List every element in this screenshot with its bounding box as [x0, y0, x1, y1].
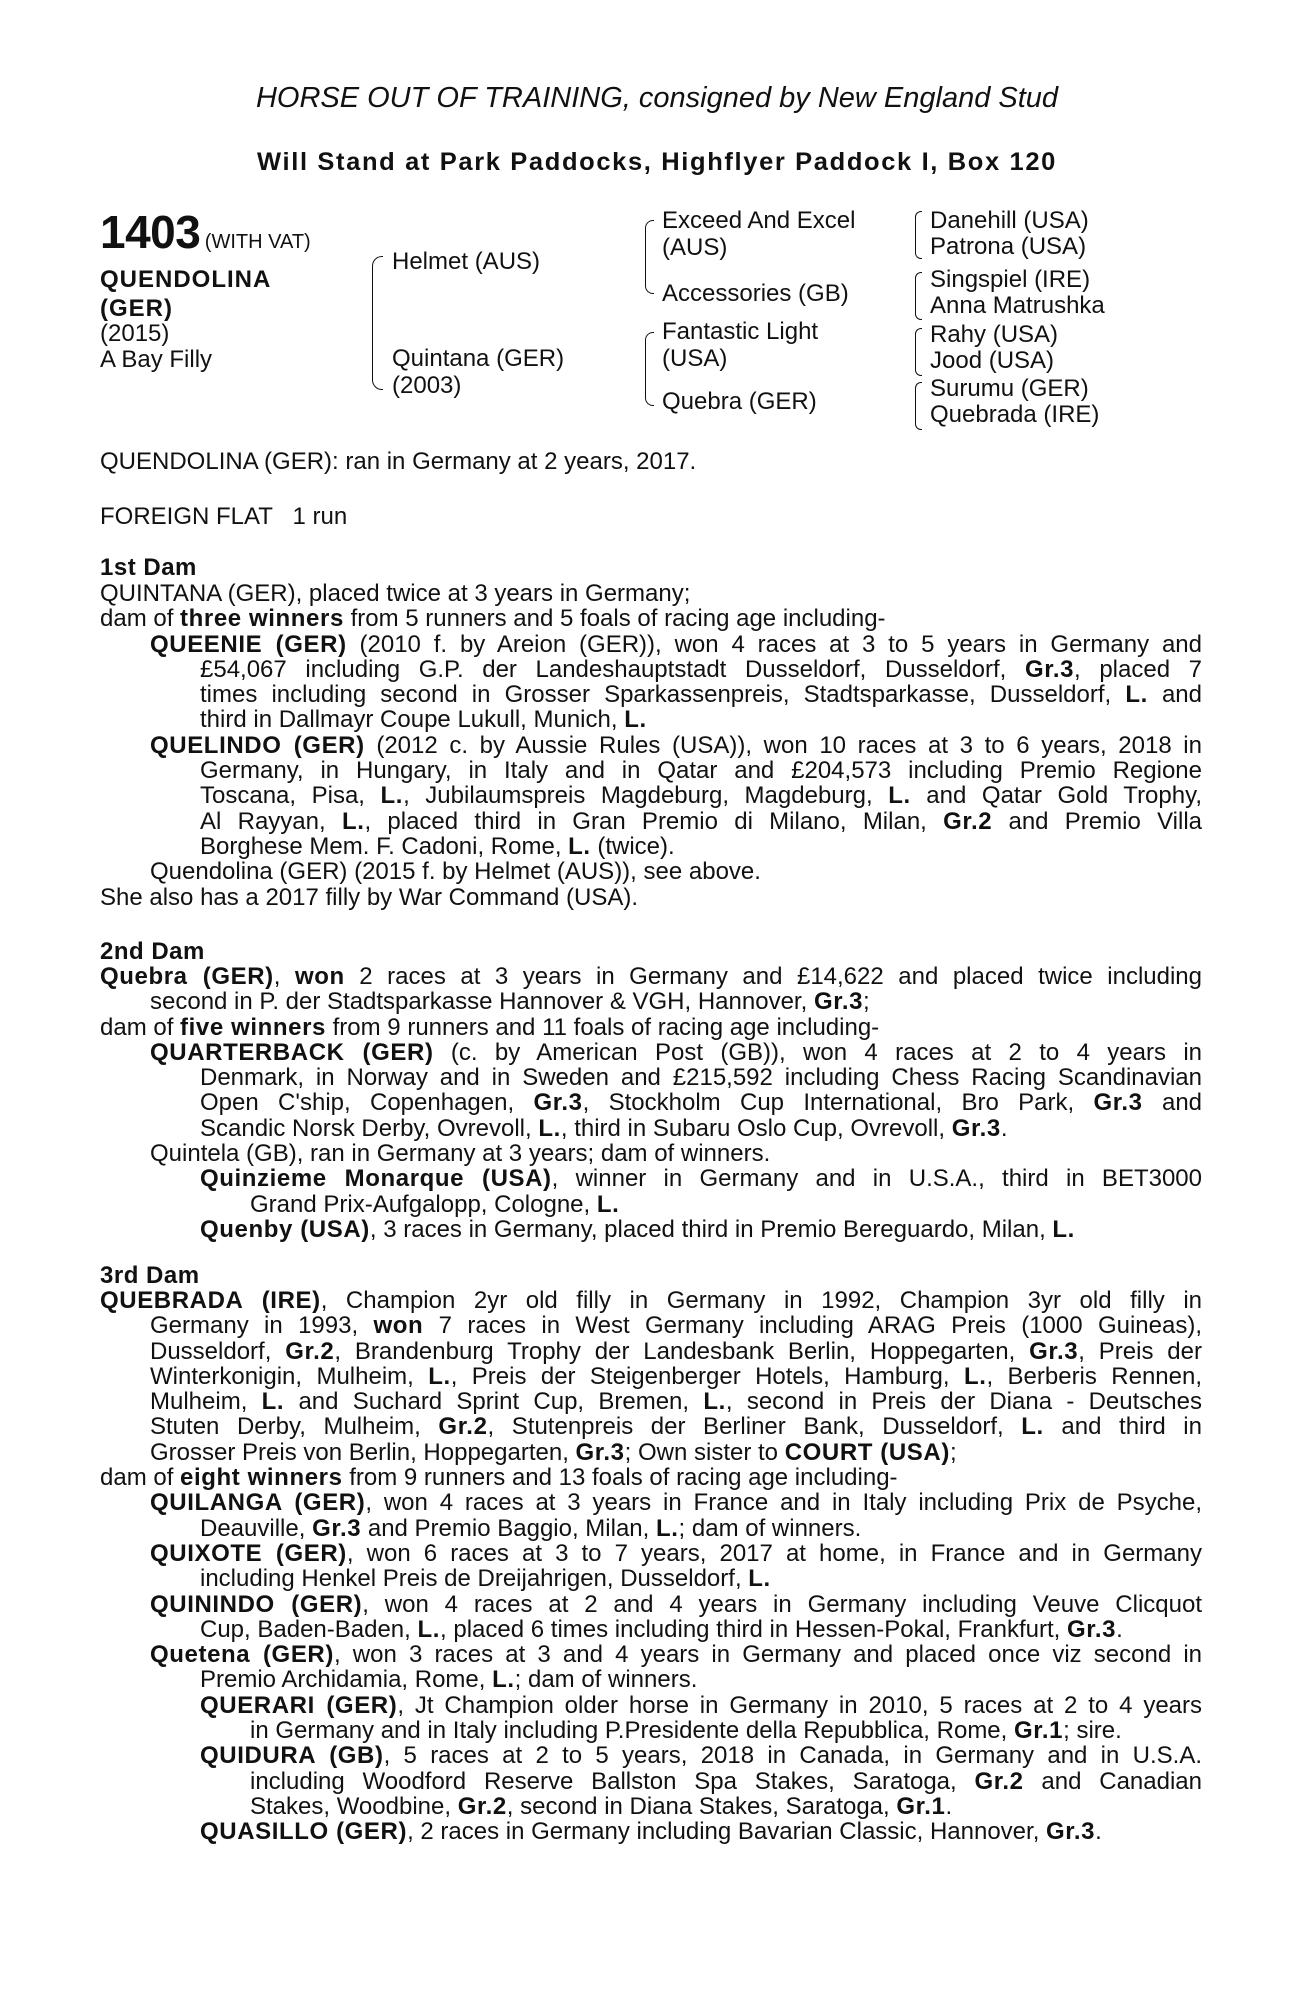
horse-year: (2015) — [100, 320, 170, 347]
pedigree-dam: Quintana (GER) (2003) — [392, 345, 565, 399]
pedigree-sdd: Anna Matrushka — [930, 292, 1105, 319]
pedigree-brace-g3-1 — [915, 211, 922, 259]
second-dam-heading: 2nd Dam — [100, 938, 205, 965]
pedigree-ssd: Patrona (USA) — [930, 233, 1087, 260]
pedigree-dss: Rahy (USA) — [930, 321, 1059, 348]
pedigree-sire: Helmet (AUS) — [392, 248, 541, 275]
second-dam-text: Quebra (GER), won 2 races at 3 years in Germany and £14,622 and placed twice including second in P. der Stadtsparkasse Hannover & VGH, Hannover, Gr.3; dam of five winners from 9 runners and 11 foals of racing age including- QUARTERBACK (GER) (c. by American Post (GB)), won 4 races at 2 to 4 years in Denmark, in Norway and in Sweden and £215,592 including Chess Racing Scandinavian Open C'ship, Copenhagen, Gr.3, Stockholm Cup International, Bro Park, Gr.3 and Scandic Norsk Derby, Ovrevoll, L., third in Subaru Oslo Cup, Ovrevoll, Gr.3. Quintela (GB), ran in Germany at 3 years; dam of winners. Quinzieme Monarque (USA), winner in Germany and in U.S.A., third in BET3000 Grand Prix-Aufgalopp, Cologne, L. Quenby (USA), 3 races in Germany, placed third in Premio Bereguardo, Milan, L. — [100, 963, 1203, 1243]
pedigree-dsd: Jood (USA) — [930, 347, 1055, 374]
race-summary: QUENDOLINA (GER): ran in Germany at 2 years, 2017. — [100, 448, 697, 475]
pedigree-dam-dam: Quebra (GER) — [662, 388, 817, 415]
horse-name-line1: QUENDOLINA — [100, 266, 272, 293]
horse-name-line2: (GER) — [100, 295, 173, 322]
pedigree-brace-sire — [645, 220, 654, 294]
first-dam-text: QUINTANA (GER), placed twice at 3 years in Germany; dam of three winners from 5 runners and 5 foals of racing age including- QUEENIE (GER) (2010 f. by Areion (GER)), won 4 races at 3 to 5 years in Germany and £54,067 including G.P. der Landeshauptstadt Dusseldorf, Dusseldorf, Gr.3, placed 7 times including second in Grosser Sparkassenpreis, Stadtsparkasse, Dusseldorf, L. and third in Dallmayr Coupe Lukull, Munich, L. QUELINDO (GER) (2012 c. by Aussie Rules (USA)), won 10 races at 3 to 6 years, 2018 in Germany, in Hungary, in Italy and in Qatar and £204,573 including Premio Regione Toscana, Pisa, L., Jubilaumspreis Magdeburg, Magdeburg, L. and Qatar Gold Trophy, Al Rayyan, L., placed third in Gran Premio di Milano, Milan, Gr.2 and Premio Villa Borghese Mem. F. Cadoni, Rome, L. (twice). Quendolina (GER) (2015 f. by Helmet (AUS)), see above. She also has a 2017 filly by War Command (USA). — [100, 580, 1203, 911]
pedigree-sire-dam: Accessories (GB) — [662, 280, 849, 307]
third-dam-text: QUEBRADA (IRE), Champion 2yr old filly in Germany in 1992, Champion 3yr old filly in Germany in 1993, won 7 races in West Germany including ARAG Preis (1000 Guineas), Dusseldorf, Gr.2, Brandenburg Trophy der Landesbank Berlin, Hoppegarten, Gr.3, Preis der Winterkonigin, Mulheim, L., Preis der Steigenberger Hotels, Hamburg, L., Berberis Rennen, Mulheim, L. and Suchard Sprint Cup, Bremen, L., second in Preis der Diana - Deutsches Stuten Derby, Mulheim, Gr.2, Stutenpreis der Berliner Bank, Dusseldorf, L. and third in Grosser Preis von Berlin, Hoppegarten, Gr.3; Own sister to COURT (USA); dam of eight winners from 9 runners and 13 foals of racing age including- QUILANGA (GER), won 4 races at 3 years in France and in Italy including Prix de Psyche, Deauville, Gr.3 and Premio Baggio, Milan, L.; dam of winners. QUIXOTE (GER), won 6 races at 3 to 7 years, 2017 at home, in France and in Germany including Henkel Preis de Dreijahrigen, Dusseldorf, L. QUININDO (GER), won 4 races at 2 and 4 years in Germany including Veuve Clicquot Cup, Baden-Baden, L., placed 6 times including third in Hessen-Pokal, Frankfurt, Gr.3. Quetena (GER), won 3 races at 3 and 4 years in Germany and placed once viz second in Premio Archidamia, Rome, L.; dam of winners. QUERARI (GER), Jt Champion older horse in Germany in 2010, 5 races at 2 to 4 years in Germany and in Italy including P.Presidente della Repubblica, Rome, Gr.1; sire. QUIDURA (GB), 5 races at 2 to 5 years, 2018 in Canada, in Germany and in U.S.A. including Woodford Reserve Ballston Spa Stakes, Saratoga, Gr.2 and Canadian Stakes, Woodbine, Gr.2, second in Diana Stakes, Saratoga, Gr.1. QUASILLO (GER), 2 races in Germany including Bavarian Classic, Hannover, Gr.3. — [100, 1287, 1203, 1846]
pedigree-sire-sire: Exceed And Excel (AUS) — [662, 207, 856, 261]
pedigree-dds: Surumu (GER) — [930, 375, 1089, 402]
pedigree-brace-main — [372, 256, 383, 390]
pedigree-brace-dam — [645, 332, 654, 406]
pedigree-dam-sire: Fantastic Light (USA) — [662, 318, 819, 372]
third-dam-heading: 3rd Dam — [100, 1262, 200, 1289]
horse-description: A Bay Filly — [100, 346, 213, 373]
horse-name — [100, 265, 271, 323]
pedigree-ddd: Quebrada (IRE) — [930, 401, 1100, 428]
lot-number: 1403 — [100, 206, 201, 258]
page-title: HORSE OUT OF TRAINING, consigned by New England Stud — [255, 82, 1059, 114]
foreign-flat-record: FOREIGN FLAT 1 run — [100, 503, 348, 530]
vat-label: (WITH VAT) — [204, 231, 311, 253]
pedigree-brace-g3-4 — [915, 382, 922, 430]
pedigree-brace-g3-3 — [915, 328, 922, 376]
stabling-location: Will Stand at Park Paddocks, Highflyer Paddock I, Box 120 — [257, 148, 1057, 176]
pedigree-sss: Danehill (USA) — [930, 207, 1089, 234]
first-dam-heading: 1st Dam — [100, 554, 197, 581]
pedigree-brace-g3-2 — [915, 272, 922, 320]
lot-number-block — [100, 205, 311, 259]
pedigree-sds: Singspiel (IRE) — [930, 266, 1091, 293]
